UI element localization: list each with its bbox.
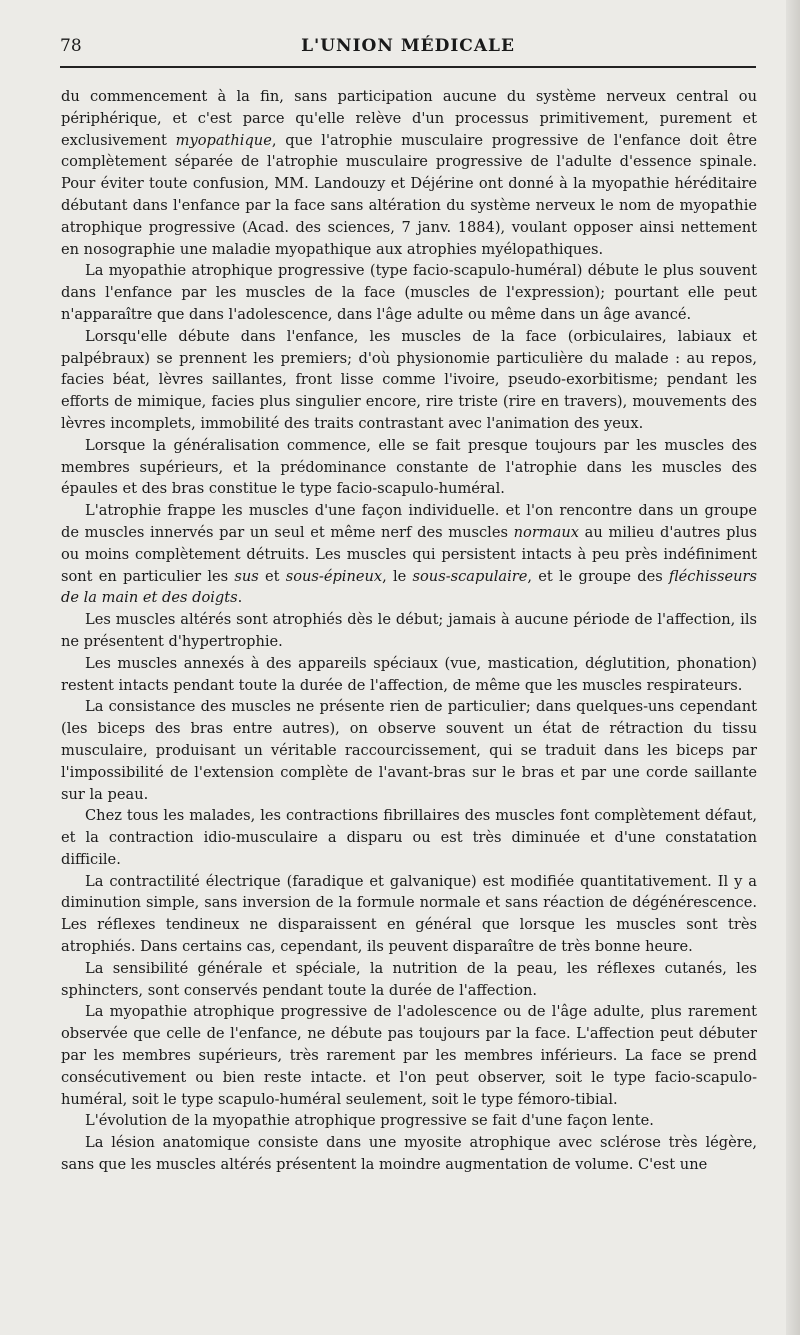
text-run: L'atrophie frappe les muscles d'une façon individuelle. et l'on rencontre dans un groupe de muscles innervés par un seul et même nerf des muscles [61,502,757,541]
text-run: , que l'atrophie musculaire progressive de l'enfance doit être complètement séparée de l'atrophie musculaire progressive de l'adulte d'essence spinale. Pour éviter toute confusion, MM. Landouzy et Déjérine ont donné à la myopathie héréditaire débutant dans l'enfance par la face sans altération du système nerveux le nom de myopathie atrophique progressive (Acad. des sciences, 7 janv. 1884), voulant opposer ainsi nettement en nosographie une maladie myopathique aux atrophies myélopathiques. [61,131,757,258]
text-run: La contractilité électrique (faradique et galvanique) est modifiée quantitativement. Il y a diminution simple, sans inversion de la formule normale et sans réaction de dégénérescence. Les réflexes tendineux ne disparaissent en général que lorsque les muscles sont très atrophiés. Dans certains cas, cependant, ils peuvent disparaître de très bonne heure. [61,872,757,956]
text-run: La consistance des muscles ne présente rien de particulier; dans quelques-uns cependant (les biceps des bras entre autres), on observe souvent un état de rétraction du tissu musculaire, produisant un véritable raccourcissement, qui se traduit dans les biceps par l'impossibilité de l'extension complète de l'avant-bras sur le bras et par une corde saillante sur la peau. [61,698,757,803]
paragraph [61,326,757,435]
text-run: Lorsqu'elle débute dans l'enfance, les muscles de la face (orbiculaires, labiaux et palpébraux) se prennent les premiers; d'où physionomie particulière du malade : au repos, facies béat, lèvres saillantes, front lisse comme l'ivoire, pseudo-exorbitisme; pendant les efforts de mimique, facies plus singulier encore, rire triste (rire en travers), mouvements des lèvres incomplets, immobilité des traits contrastant avec l'animation des yeux. [61,327,757,432]
italic-term: sus [234,567,259,585]
text-run: Les muscles annexés à des appareils spéciaux (vue, mastication, déglutition, phonation) restent intacts pendant toute la durée de l'affection, de même que les muscles respirateurs. [61,654,757,694]
paragraph [61,260,757,325]
text-run: Lorsque la généralisation commence, elle se fait presque toujours par les muscles des membres supérieurs, et la prédominance constante de l'atrophie dans les muscles des épaules et des bras constitue le type facio-scapulo-huméral. [61,436,757,498]
paragraph [61,86,757,260]
italic-term: sous-scapulaire [412,567,528,585]
paragraph [61,435,757,500]
text-run: , et le groupe des [527,567,669,585]
italic-term: fléchisseurs de la main et des doigts [61,567,758,607]
text-run: du commencement à la fin, sans participation aucune du système nerveux central ou périphérique, et c'est parce qu'elle relève d'un processus primitivement, purement et exclusivement [61,88,757,149]
text-run: L'évolution de la myopathie atrophique progressive se fait d'une façon lente. [85,1112,654,1130]
text-run: Chez tous les malades, les contractions fibrillaires des muscles font complètement défaut, et la contraction idio-musculaire a disparu ou est très diminuée et d'une constatation difficile. [61,807,757,868]
paragraph [61,653,757,697]
text-run: au milieu d'autres plus ou moins complètement détruits. Les muscles qui persistent intacts à peu près indéfiniment sont en particulier les [61,523,757,585]
text-run: La sensibilité générale et spéciale, la nutrition de la peau, les réflexes cutanés, les sphincters, sont conservés pendant toute la durée de l'affection. [61,959,757,999]
italic-term: normaux [513,523,579,541]
page-number: 78 [60,36,82,56]
page-edge-shadow [786,0,800,1335]
paragraph [61,871,757,958]
paragraph [61,958,757,1002]
running-header [60,36,756,62]
text-run: La myopathie atrophique progressive de l'adolescence ou de l'âge adulte, plus rarement observée que celle de l'enfance, ne débute pas toujours par la face. L'affection peut débuter par les membres supérieurs, très rarement par les membres inférieurs. La face se prend consécutivement ou bien reste intacte. et l'on peut observer, soit le type facio-scapulo-huméral, soit le type scapulo-huméral seulement, soit le type fémoro-tibial. [61,1003,757,1108]
text-run: . [237,589,243,607]
text-run: La lésion anatomique consiste dans une myosite atrophique avec sclérose très légère, sans que les muscles altérés présentent la moindre augmentation de volume. C'est une [61,1134,757,1174]
text-run: et [258,567,286,585]
paragraph [61,1001,757,1110]
paragraph [61,1110,757,1132]
paragraph [61,500,757,609]
paragraph [61,696,757,805]
paragraph [61,805,757,870]
header-rule [60,66,756,68]
article-body [61,86,757,1176]
text-run: Les muscles altérés sont atrophiés dès le début; jamais à aucune période de l'affection, ils ne présentent d'hypertrophie. [61,611,757,650]
paragraph [61,609,757,653]
journal-title: L'UNION MÉDICALE [301,36,515,56]
text-run: La myopathie atrophique progressive (type facio-scapulo-huméral) débute le plus souvent dans l'enfance par les muscles de la face (muscles de l'expression); pourtant elle peut n'apparaître que dans l'adolescence, dans l'âge adulte ou même dans un âge avancé. [61,262,757,323]
text-run: , le [382,567,413,585]
paragraph [61,1132,757,1176]
italic-term: sous-épineux [285,567,383,585]
italic-term: myopathique [175,131,272,149]
